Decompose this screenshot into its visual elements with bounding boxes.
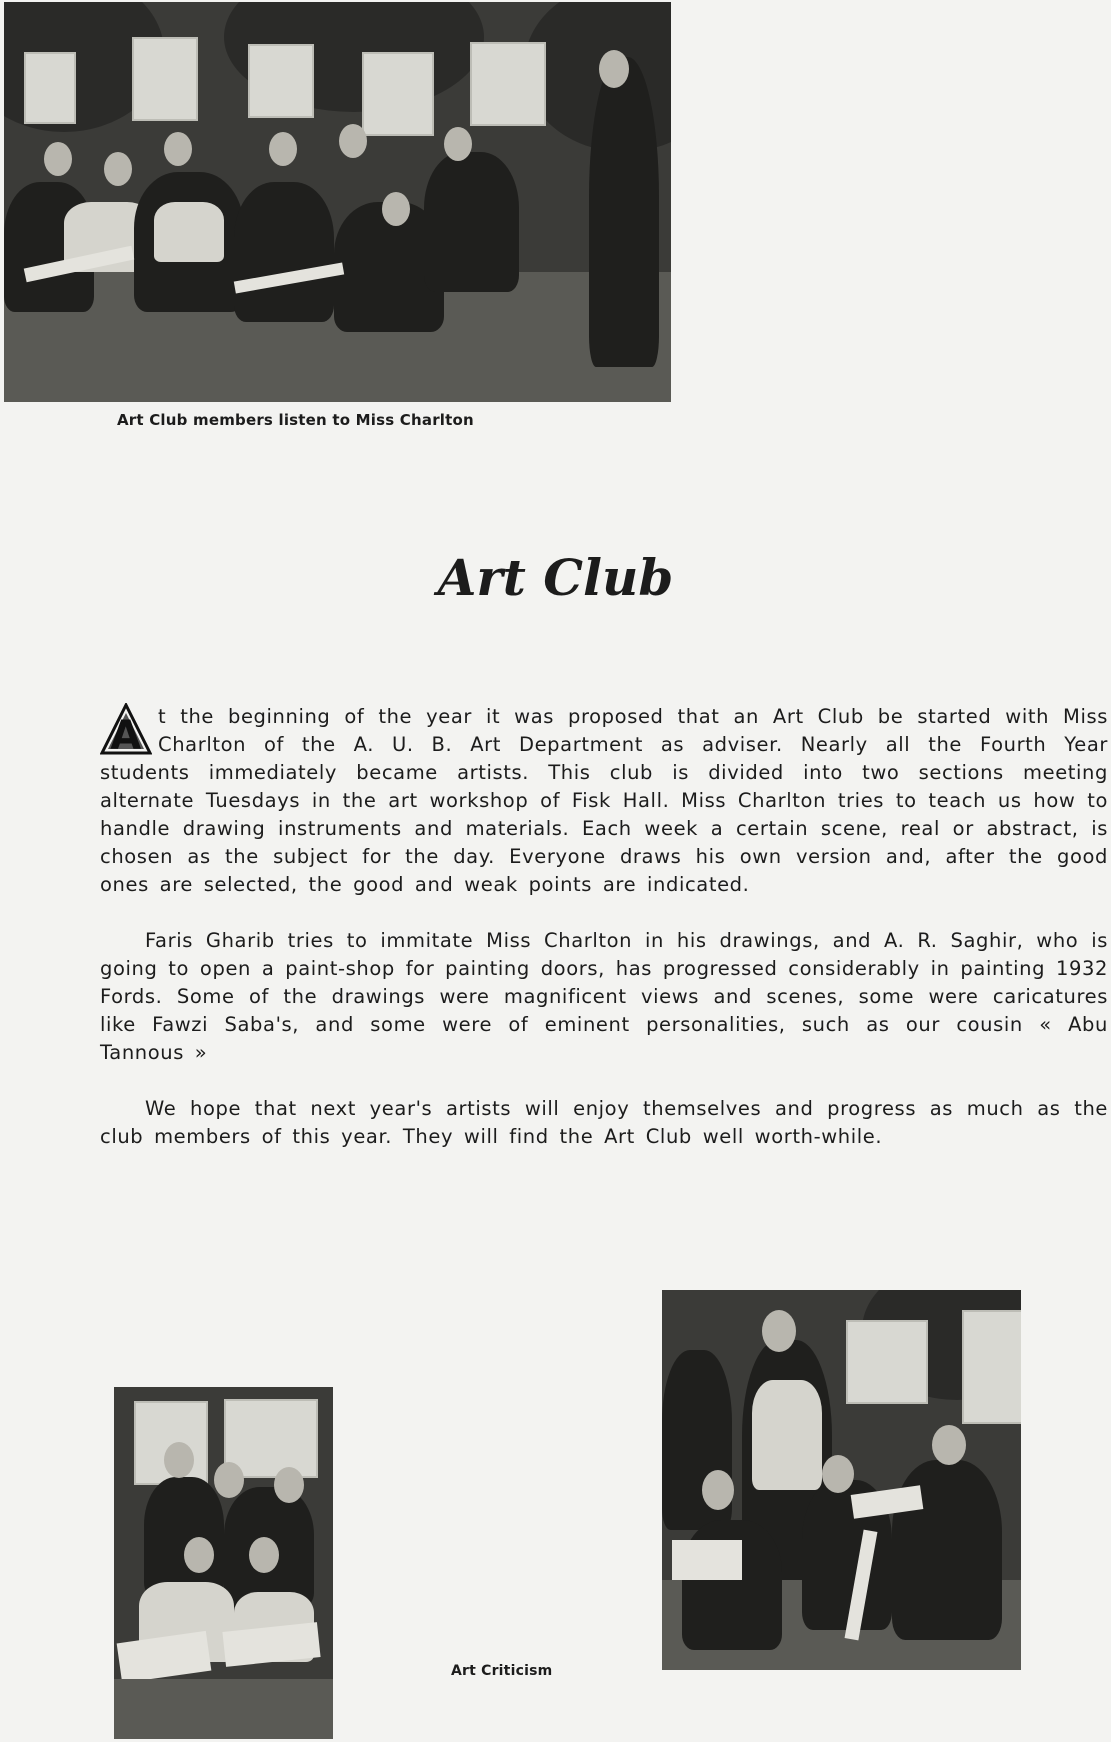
bottom-photos-caption: Art Criticism	[451, 1663, 553, 1679]
paragraph-intro	[100, 703, 1108, 899]
art-club-members-photo	[4, 2, 671, 402]
art-criticism-photo-left	[114, 1387, 333, 1739]
page-title: Art Club	[437, 548, 674, 607]
dropcap-text: A	[110, 713, 142, 755]
paragraph-closing: We hope that next year's artists will enjoy themselves and progress as much as the club members of this year. They will find the Art Club well worth-while.	[100, 1097, 1108, 1148]
dropcap-letter	[100, 703, 152, 755]
top-photo-caption: Art Club members listen to Miss Charlton	[117, 411, 474, 429]
paragraph-members: Faris Gharib tries to immitate Miss Charlton in his drawings, and A. R. Saghir, who is going to open a paint-shop for painting doors, has progressed considerably in painting 1932 Fords. Some of the drawings were magnificent views and scenes, some were caricatures like Fawzi Saba's, and some were of eminent personalities, such as our cousin « Abu Tannous »	[100, 929, 1108, 1064]
art-criticism-photo-right	[662, 1290, 1021, 1670]
paragraph-intro-text: t the beginning of the year it was proposed that an Art Club be started with Miss Charlton of the A. U. B. Art Department as adviser. Nearly all the Fourth Year students immediately became artists. This club is divided into two sections meeting alternate Tuesdays in the art workshop of Fisk Hall. Miss Charlton tries to teach us how to handle drawing instruments and materials. Each week a certain scene, real or abstract, is chosen as the subject for the day. Everyone draws his own version and, after the good ones are selected, the good and weak points are indicated.	[100, 705, 1108, 896]
